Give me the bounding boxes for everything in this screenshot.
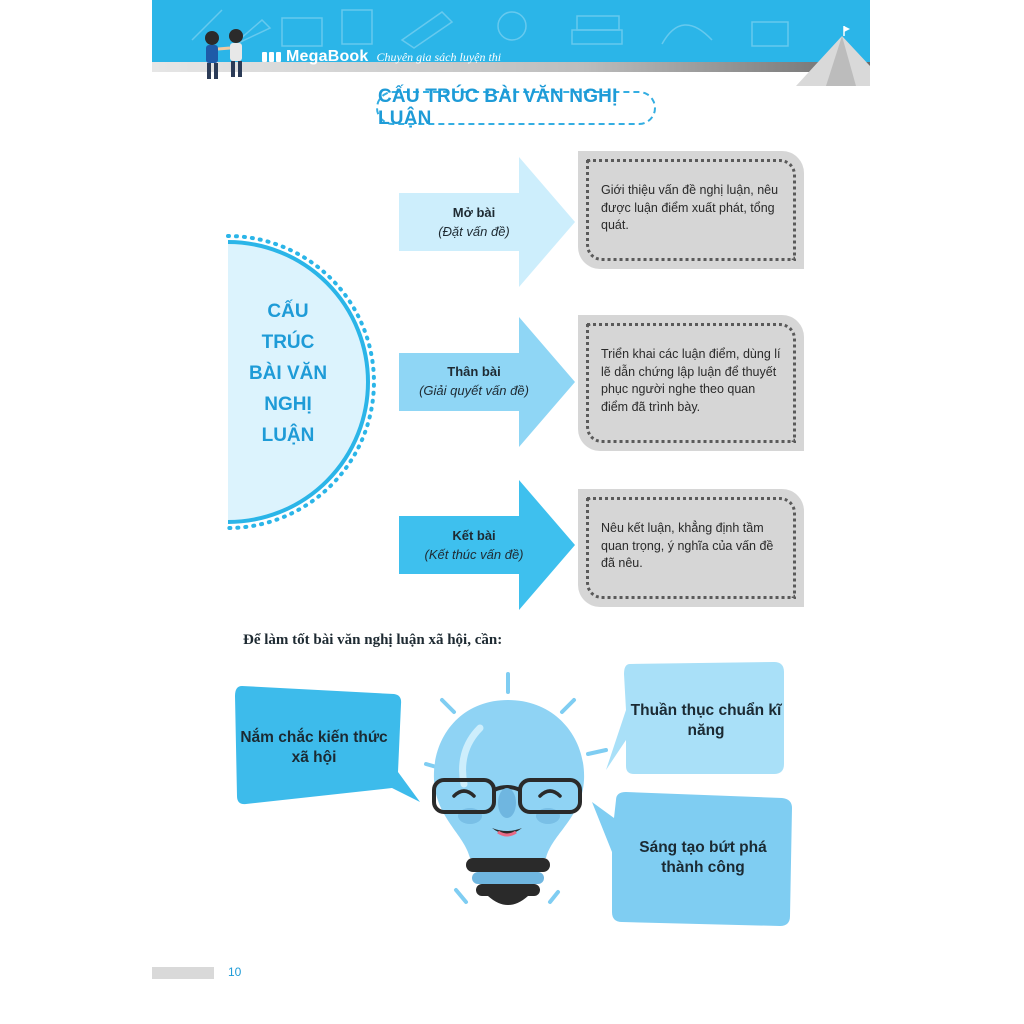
section-title: Kết bài xyxy=(452,528,496,543)
description-text: Giới thiệu vấn đề nghị luận, nêu được luận điểm xuất phát, tổng quát. xyxy=(586,159,796,261)
section-label-than-bai xyxy=(399,362,549,400)
footer-bar xyxy=(152,967,214,979)
section-title: Mở bài xyxy=(452,205,496,220)
section-title: Thân bài xyxy=(447,364,501,379)
lead-sentence: Để làm tốt bài văn nghị luận xã hội, cần: xyxy=(243,632,503,648)
description-box-than-bai xyxy=(578,315,804,451)
tip-text-skills: Thuần thục chuẩn kĩ năng xyxy=(630,702,782,739)
section-label-mo-bai xyxy=(399,203,549,241)
description-text: Nêu kết luận, khẳng định tầm quan trọng, ý nghĩa của vấn đề đã nêu. xyxy=(586,497,796,599)
tip-text-creativity: Sáng tạo bứt phá thành công xyxy=(639,839,767,876)
description-text: Triển khai các luận điểm, dùng lí lẽ dẫn chứng lập luận để thuyết phục người nghe theo quan điểm đã trình bày. xyxy=(586,323,796,443)
brand-name: MegaBook xyxy=(286,48,369,65)
megabook-logo-icon xyxy=(262,51,282,63)
semicircle-line: BÀI VĂN xyxy=(248,363,328,384)
page-title: CẤU TRÚC BÀI VĂN NGHỊ LUẬN xyxy=(376,91,656,125)
section-subtitle: (Đặt vấn đề) xyxy=(438,224,510,239)
brand xyxy=(262,46,501,68)
mountain-flag-illustration xyxy=(786,26,870,86)
page-number: 10 xyxy=(228,965,242,979)
section-label-ket-bai xyxy=(399,526,549,564)
section-subtitle: (Kết thúc vấn đề) xyxy=(424,547,524,562)
semicircle-line: TRÚC xyxy=(261,332,315,353)
tip-text-knowledge: Nắm chắc kiến thức xã hội xyxy=(240,729,388,766)
students-illustration xyxy=(190,24,260,84)
section-subtitle: (Giải quyết vấn đề) xyxy=(419,383,529,398)
semicircle-line: NGHỊ xyxy=(264,394,312,415)
description-box-mo-bai xyxy=(578,151,804,269)
semicircle-line: CẤU xyxy=(267,301,309,322)
lightbulb-character-illustration xyxy=(420,668,610,924)
brand-tagline: Chuyên gia sách luyện thi xyxy=(376,49,502,64)
description-box-ket-bai xyxy=(578,489,804,607)
semicircle-title xyxy=(226,296,350,451)
semicircle-line: LUẬN xyxy=(261,425,315,446)
